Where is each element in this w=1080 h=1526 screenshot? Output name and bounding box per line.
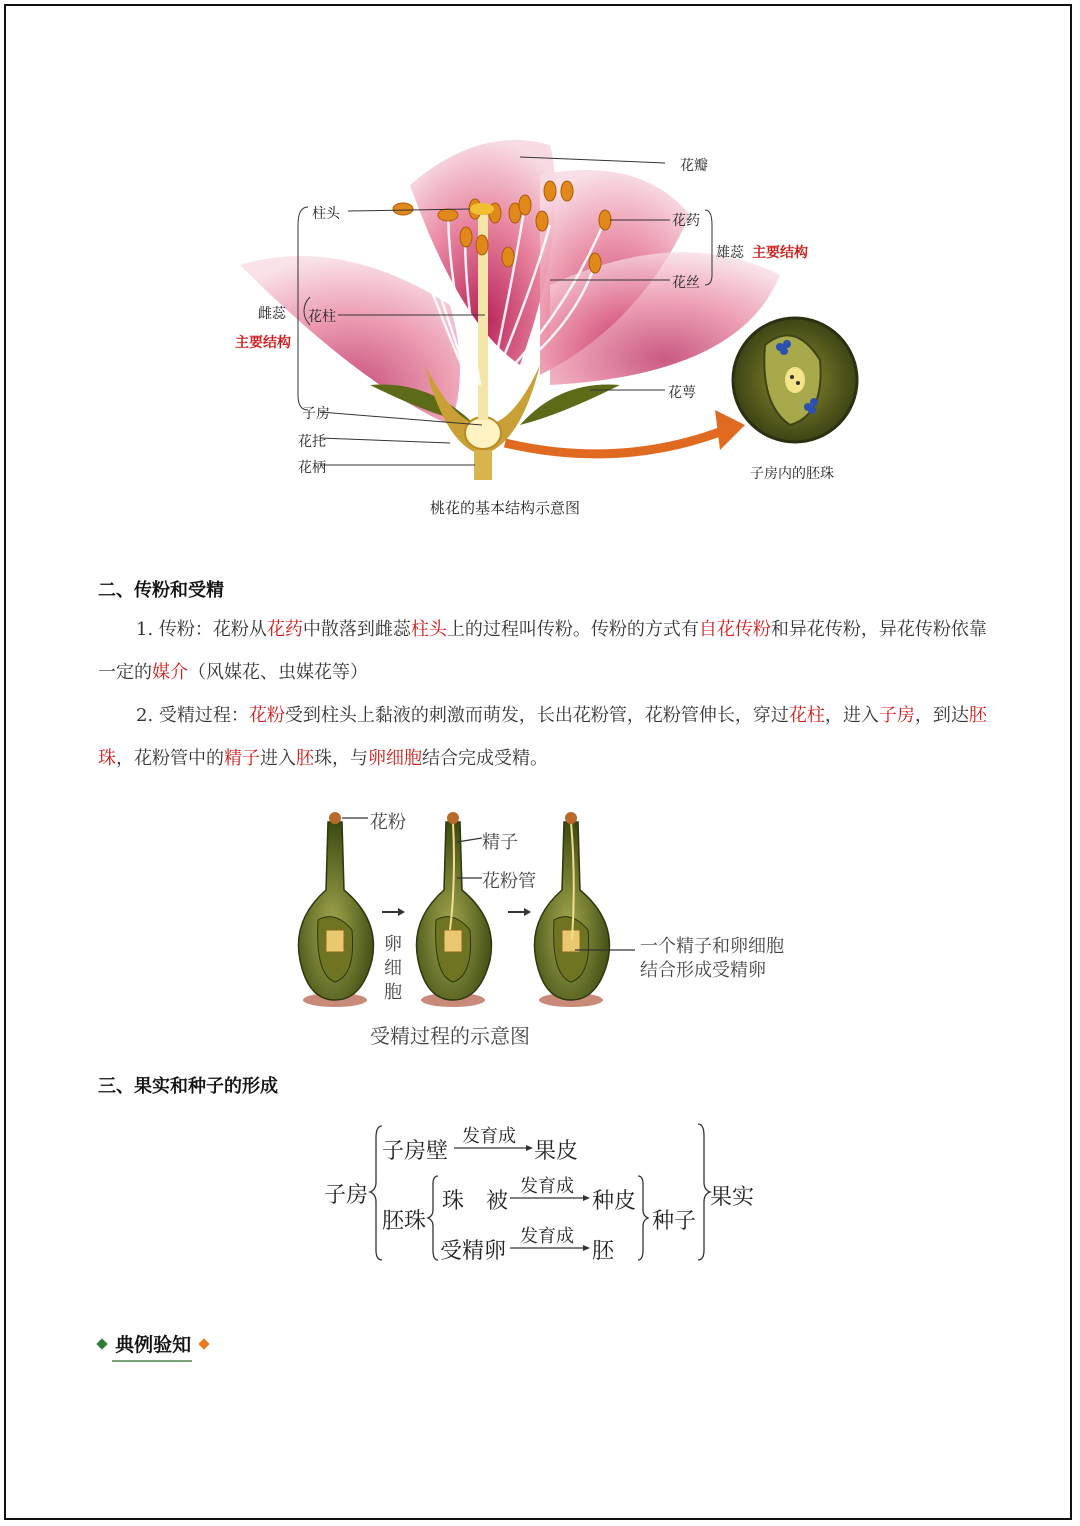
flower-caption: 桃花的基本结构示意图 [430,499,581,517]
label-stamen-main: 主要结构 [752,245,808,261]
label-ovary-wall: 子房壁 [382,1139,449,1164]
paragraph-text: 2. 受精过程： [136,705,249,726]
label-stamen: 雄蕊 [716,245,744,261]
label-ovary: 子房 [324,1183,369,1208]
paragraph-text: 受到柱头上黏液的刺激而萌发，长出花粉管，花粉管伸长，穿过 [284,705,789,726]
label-pollen: 花粉 [370,812,406,833]
label-ovule: 胚珠 [382,1209,427,1234]
paragraph-text: ，花粉管中的 [116,748,224,769]
label-petal: 花瓣 [680,158,708,174]
fruit-seed-formation-chart [320,1118,780,1268]
highlighted-term: 胚珠 [98,705,987,769]
paragraph-text: 珠，与 [314,748,368,769]
label-ovary: 子房 [302,406,330,422]
label-zygote: 受精卵 [440,1239,507,1264]
label-egg-cell-3: 胞 [384,982,402,1003]
label-fruit: 果实 [710,1185,755,1210]
highlighted-term: 子房 [878,705,915,726]
label-receptacle: 花托 [298,434,326,450]
label-sperm: 精子 [482,832,518,853]
label-seed: 种子 [652,1209,697,1234]
highlighted-term: 自花传粉 [698,619,771,640]
examples-heading [98,1330,208,1364]
label-pistil: 雌蕊 [258,306,286,322]
paragraph-text: ，进入 [824,705,879,726]
label-egg-cell-1: 卵 [384,934,402,955]
label-develops-into-2: 发育成 [520,1176,574,1197]
highlighted-term: 柱头 [410,619,447,640]
paragraph-text: 中散落到雌蕊 [302,619,411,640]
paragraph-text: 上的过程叫传粉。传粉的方式有 [446,619,699,640]
highlighted-term: 精子 [224,748,260,769]
examples-heading-text: 典例验知 [115,1334,192,1356]
paragraph-text: ，到达 [914,705,969,726]
highlighted-term: 胚 [296,748,314,769]
paragraph-text: 和异花传粉，异花传粉依靠一定的 [98,619,987,683]
label-integument: 珠 被 [442,1189,509,1214]
highlighted-term: 卵细胞 [368,748,422,769]
label-stigma: 柱头 [312,206,340,222]
label-ovule-caption: 子房内的胚珠 [750,466,834,482]
diamond-icon [96,1338,107,1349]
paragraph-text: 结合完成受精。 [422,748,548,769]
label-develops-into-1: 发育成 [462,1126,516,1147]
label-filament: 花丝 [672,275,700,291]
paragraph-text: 1. 传粉：花粉从 [136,619,267,640]
label-sepal: 花萼 [668,385,696,401]
highlighted-term: 花粉 [248,705,285,726]
highlighted-term: 媒介 [152,662,188,683]
section-heading-fruit-seed: 三、果实和种子的形成 [98,1076,278,1097]
label-pistil-main: 主要结构 [235,335,291,351]
label-seed-coat: 种皮 [592,1189,637,1214]
paragraph-text: 进入 [260,748,296,769]
section-heading-pollination: 二、传粉和受精 [98,580,224,601]
highlighted-term: 花柱 [788,705,825,726]
label-pollen-tube: 花粉管 [482,871,536,892]
label-anther: 花药 [672,213,700,229]
fertilization-diagram [290,800,830,1050]
label-result-line2: 结合形成受精卵 [640,960,766,981]
examples-underline [112,1360,192,1362]
paragraph-pollination [98,608,988,694]
peach-flower-diagram [220,125,880,485]
fertilization-caption: 受精过程的示意图 [370,1024,530,1048]
label-develops-into-3: 发育成 [520,1226,574,1247]
label-pericarp: 果皮 [534,1139,579,1164]
label-pedicel: 花柄 [298,460,326,476]
label-result-line1: 一个精子和卵细胞 [640,936,784,957]
paragraph-text: （风媒花、虫媒花等） [188,662,368,683]
diamond-icon [199,1338,210,1349]
label-egg-cell-2: 细 [384,958,402,979]
label-embryo: 胚 [592,1239,615,1264]
paragraph-fertilization [98,694,988,780]
label-style: 花柱 [308,309,336,325]
highlighted-term: 花药 [266,619,303,640]
